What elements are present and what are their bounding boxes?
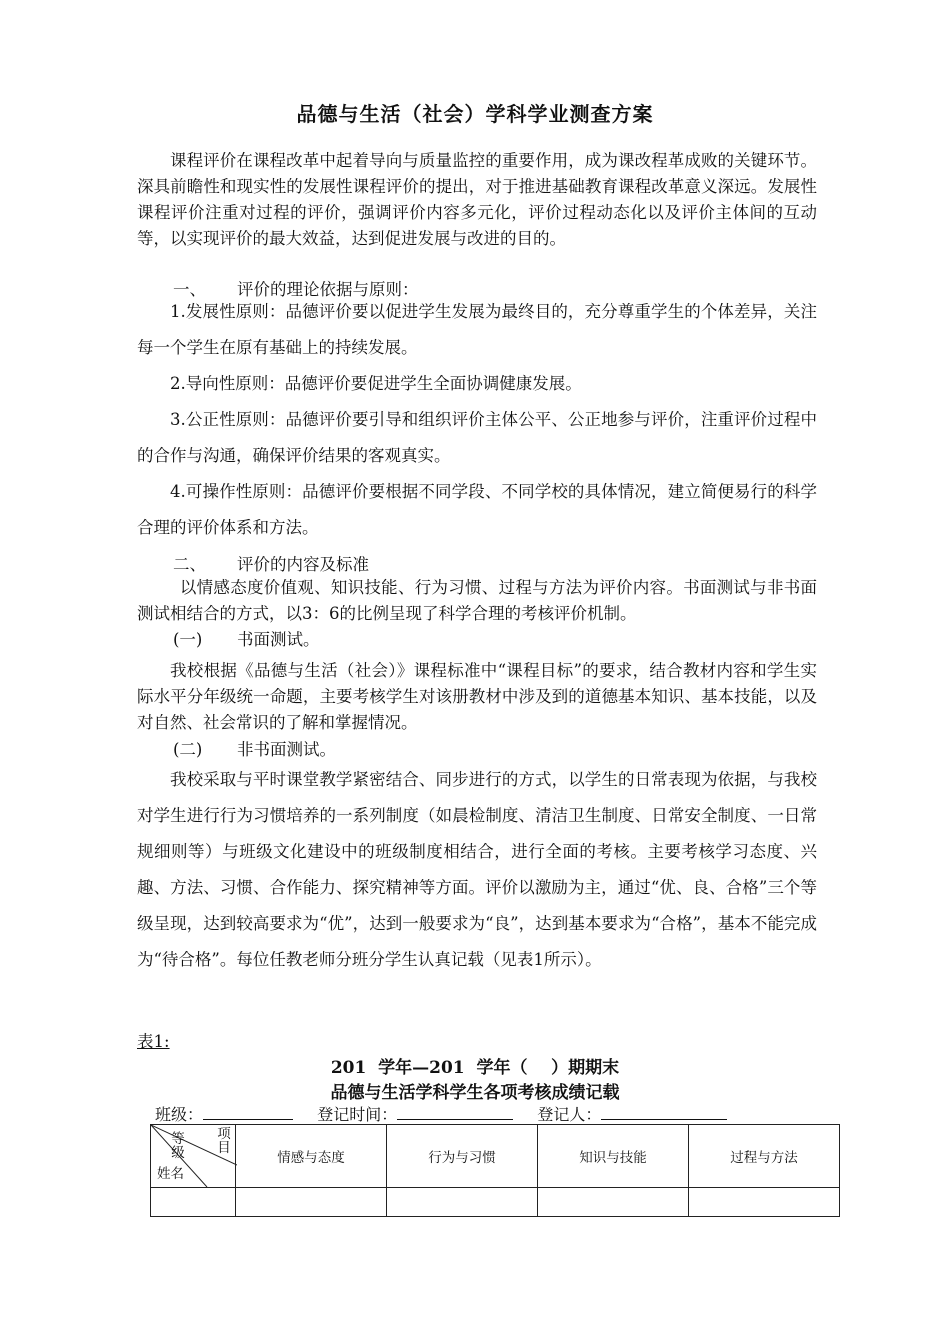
corner-item-label: 项目 xyxy=(217,1126,231,1156)
section-1-title: 评价的理论依据与原则： xyxy=(237,280,419,299)
corner-name-label: 姓名 xyxy=(157,1166,184,1182)
table-cell[interactable] xyxy=(151,1188,236,1217)
principle-3: 3.公正性原则：品德评价要引导和组织评价主体公平、公正地参与评价，注重评价过程中的合作与沟通，确保评价结果的客观真实。 xyxy=(137,410,817,465)
document-title: 品德与生活（社会）学科学业测查方案 xyxy=(296,102,654,126)
table-title-line-1: 201 学年—201 学年（ ）期期末 xyxy=(330,1058,620,1078)
column-header: 行为与习惯 xyxy=(387,1125,538,1188)
subsection-1-number: (一) xyxy=(173,630,203,649)
principle-1: 1.发展性原则：品德评价要以促进学生发展为最终目的，充分尊重学生的个体差异，关注每一个学生在原有基础上的持续发展。 xyxy=(137,302,817,357)
section-2-title: 评价的内容及标准 xyxy=(237,555,369,574)
table-header-row xyxy=(151,1125,840,1188)
table-cell[interactable] xyxy=(387,1188,538,1217)
corner-grade-label: 等级 xyxy=(171,1131,185,1161)
score-record-table xyxy=(150,1124,840,1217)
time-label: 登记时间： xyxy=(317,1105,398,1124)
table-caption: 表1: xyxy=(137,1032,170,1051)
section-2-heading xyxy=(173,551,369,575)
table-cell[interactable] xyxy=(538,1188,689,1217)
principle-4: 4.可操作性原则：品德评价要根据不同学段、不同学校的具体情况，建立简便易行的科学合理的评价体系和方法。 xyxy=(137,482,817,537)
subsection-2-title: 非书面测试。 xyxy=(237,740,336,759)
column-header: 知识与技能 xyxy=(538,1125,689,1188)
class-blank[interactable] xyxy=(203,1103,293,1120)
diagonal-header-cell xyxy=(151,1125,236,1188)
subsection-1-heading xyxy=(173,626,320,650)
subsection-1-title: 书面测试。 xyxy=(237,630,320,649)
table-title-line-2: 品德与生活学科学生各项考核成绩记载 xyxy=(330,1083,620,1103)
subsection-1-text: 我校根据《品德与生活（社会）》课程标准中“课程目标”的要求，结合教材内容和学生实际水平分年级统一命题，主要考核学生对该册教材中涉及到的道德基本知识、基本技能，以及对自然、社会常识的了解和掌握情况。 xyxy=(137,661,817,732)
subsection-2-number: (二) xyxy=(173,740,203,759)
section-2-intro: 以情感态度价值观、知识技能、行为习惯、过程与方法为评价内容。书面测试与非书面测试相结合的方式，以3：6的比例呈现了科学合理的考核评价机制。 xyxy=(137,578,817,623)
table-cell[interactable] xyxy=(689,1188,840,1217)
registrar-blank[interactable] xyxy=(601,1103,727,1120)
table-cell[interactable] xyxy=(236,1188,387,1217)
class-label: 班级： xyxy=(155,1105,204,1124)
registration-line xyxy=(155,1102,727,1125)
registrar-label: 登记人： xyxy=(537,1105,602,1124)
table-row xyxy=(151,1188,840,1217)
subsection-2-text: 我校采取与平时课堂教学紧密结合、同步进行的方式，以学生的日常表现为依据，与我校对学生进行行为习惯培养的一系列制度（如晨检制度、清洁卫生制度、日常安全制度、一日常规细则等）与班级文化建设中的班级制度相结合，进行全面的考核。主要考核学习态度、兴趣、方法、习惯、合作能力、探究精神等方面。评价以激励为主，通过“优、良、合格”三个等级呈现，达到较高要求为“优”，达到一般要求为“良”，达到基本要求为“合格”，基本不能完成为“待合格”。每位任教老师分班分学生认真记载（见表1所示）。 xyxy=(137,770,817,969)
principle-2: 2.导向性原则：品德评价要促进学生全面协调健康发展。 xyxy=(170,374,582,393)
subsection-2-heading xyxy=(173,736,336,760)
column-header: 情感与态度 xyxy=(236,1125,387,1188)
section-2-number: 二、 xyxy=(173,555,206,574)
column-header: 过程与方法 xyxy=(689,1125,840,1188)
time-blank[interactable] xyxy=(397,1103,513,1120)
intro-paragraph: 课程评价在课程改革中起着导向与质量监控的重要作用，成为课改程革成败的关键环节。深具前瞻性和现实性的发展性课程评价的提出，对于推进基础教育课程改革意义深远。发展性课程评价注重对过程的评价，强调评价内容多元化，评价过程动态化以及评价主体间的互动等，以实现评价的最大效益，达到促进发展与改进的目的。 xyxy=(137,151,817,248)
section-1-number: 一、 xyxy=(173,280,206,299)
